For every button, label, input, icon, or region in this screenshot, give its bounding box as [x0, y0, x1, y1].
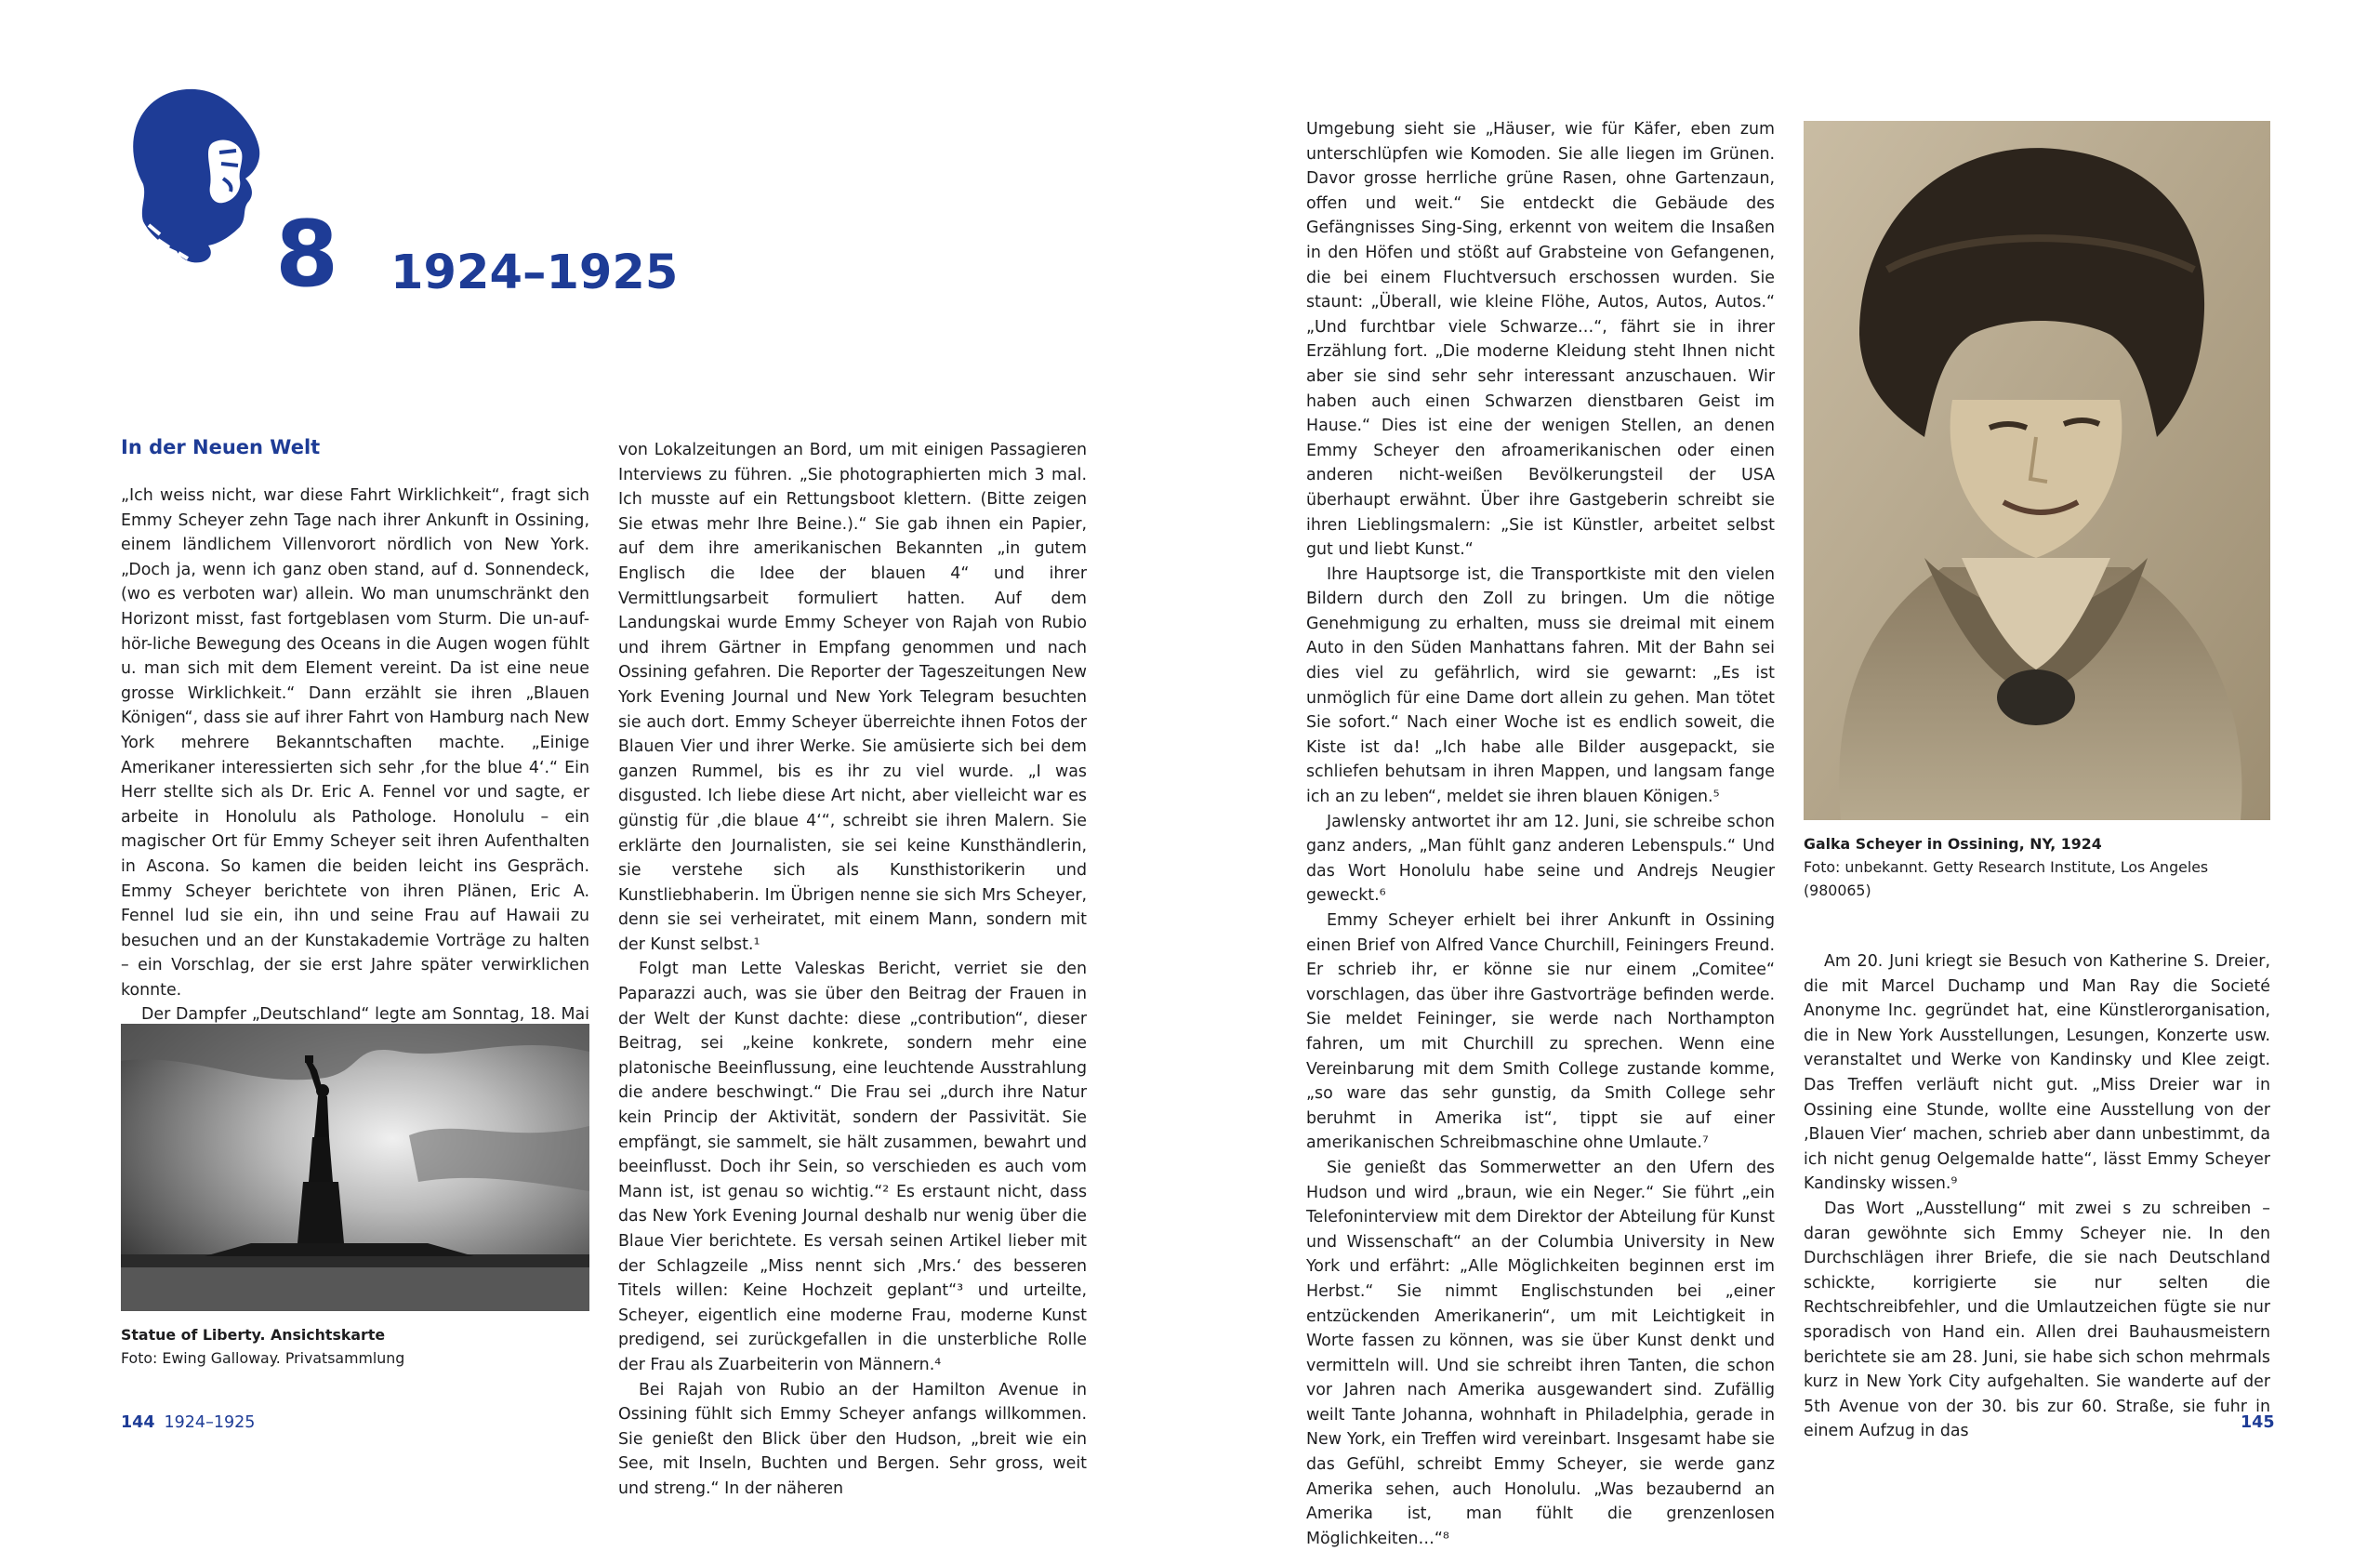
right-page	[1190, 0, 2380, 1548]
chapter-years: 1924–1925	[390, 245, 679, 300]
caption-credit: Foto: Ewing Galloway. Privatsammlung	[121, 1349, 405, 1367]
chapter-number: 8	[275, 202, 339, 308]
paragraph: Sie genießt das Sommerwetter an den Ufern des Hudson und wird „braun, wie ein Neger.“ Sie führt „ein Telefoninterview mit dem Direktor der Abteilung für Kunst und Wissenschaft“ an der Columbia University in New York und erfährt: „Alle Möglichkeiten beginnen erst im Herbst.“ Sie nimmt Englischstunden bei „einer entzückenden Amerikanerin“, um mit Leichtigkeit in Worte fassen zu können, was sie über Kunst denkt und vermitteln will. Und sie schreibt ihren Tanten, die schon vor Jahren nach Amerika ausgewandert sind. Zufällig weilt Tante Johanna, wohnhaft in Philadelphia, gerade in New York, ein Treffen wird vereinbart. Insgesamt habe sie das Gefühl, schreibt Emmy Scheyer, sie werde ganz Amerika sehen, auch Honolulu. „Was bezaubernd an Amerika ist, man fühlt die grenzenlosen Möglichkeiten…“⁸	[1306, 1158, 1775, 1548]
caption-title: Statue of Liberty. Ansichtskarte	[121, 1326, 386, 1344]
page-number: 144	[121, 1413, 155, 1432]
profile-head-logo	[123, 86, 267, 267]
paragraph: Der Dampfer „Deutschland“ legte am Sonntag, 18. Mai	[141, 1005, 589, 1025]
paragraph: Ihre Hauptsorge ist, die Transportkiste mit den vielen Bildern durch den Zoll zu bringen. Um die nötige Genehmigung zu erhalten, muss sie dreimal mit einem Auto in den Süden Manhattans fahren. Mit der Bahn sei dies viel zu gefährlich, wird sie gewarnt: „Es ist unmöglich für eine Dame dort allein zu gehen. Man tötet Sie sofort.“ Nach einer Woche ist es endlich soweit, die Kiste ist da! „Ich habe alle Bilder ausgepackt, sie schliefen behutsam in ihren Mappen, und langsam fange ich an zu leben“, meldet sie ihren blauen Königen.⁵	[1306, 564, 1775, 807]
right-column-1	[1306, 117, 1775, 1548]
paragraph: Emmy Scheyer erhielt bei ihrer Ankunft in Ossining einen Brief von Alfred Vance Churchill, Feiningers Freund. Er schrieb ihr, er könne sie nur einem „Comitee“ vorschlagen, das über ihre Gastvorträge befinden werde. Sie meldet Feininger, sie werde nach Northampton fahren, um mit Churchill zu sprechen. Wenn eine Vereinbarung mit dem Smith College zustande komme, „so ware das sehr gunstig, da Smith College sehr beruhmt in Amerika ist“, tippt sie auf einer amerikanischen Schreibmaschine ohne Umlaute.⁷	[1306, 911, 1775, 1153]
caption-credit: Foto: unbekannt. Getty Research Institute, Los Angeles (980065)	[1804, 858, 2209, 899]
page-folio-right	[2241, 1415, 2275, 1432]
statue-of-liberty-photo	[121, 1024, 589, 1311]
paragraph: Am 20. Juni kriegt sie Besuch von Katherine S. Dreier, die mit Marcel Duchamp und Man Ray die Societé Anonyme Inc. gegründet hat, eine Künstlerorganisation, die in New York Ausstellungen, Lesungen, Konzerte usw. veranstaltet und Werke von Kandinsky und Klee zeigt. Das Treffen verläuft nicht gut. „Miss Dreier war in Ossining eine Stunde, wollte eine Ausstellung von der ‚Blauen Vier‘ machen, schrieb aber dann unbestimmt, da ich nicht genug Oelgemalde hatte“, lässt Emmy Scheyer Kandinsky wissen.⁹	[1804, 952, 2270, 1194]
caption-statue-of-liberty	[121, 1323, 589, 1370]
paragraph: Bei Rajah von Rubio an der Hamilton Avenue in Ossining fühlt sich Emmy Scheyer anfangs willkommen. Sie genießt den Blick über den Hudson, „breit wie ein See, mit Inseln, Buchten und Bergen. Sehr gross, weit und streng.“ In der näheren	[618, 1380, 1087, 1498]
galka-scheyer-portrait-photo	[1804, 121, 2270, 820]
paragraph: Folgt man Lette Valeskas Bericht, verriet sie den Paparazzi auch, was sie über den Beitrag der Frauen in der Welt der Kunst dachte: diese „contribution“, dieser Beitrag, sei „keine konkrete, sondern mehr eine platonische Beeinflussung, eine leuchtende Ausstrahlung die andere beschwingt.“ Die Frau sei „durch ihre Natur kein Princip der Aktivität, sondern der Passivität. Sie empfängt, sie sammelt, sie hält zusammen, bewahrt und beeinflusst. Doch ihr Sein, so verschieden es auch vom Mann ist, ist genau so wichtig.“² Es erstaunt nicht, dass das New York Evening Journal deshalb nur wenig über die Blaue Vier berichtete. Es versah seinen Artikel lieber mit der Schlagzeile „Miss nennt sich ‚Mrs.‘ des besseren Titels willen: Keine Hochzeit geplant“³ und urteilte, Scheyer, eigentlich eine moderne Frau, moderne Kunst predigend, sei zurückgefallen in die unsterbliche Rolle der Frau als Zuarbeiterin von Männern.⁴	[618, 960, 1087, 1374]
running-head: 1924–1925	[164, 1413, 256, 1432]
page-number: 145	[2241, 1413, 2275, 1432]
paragraph: Umgebung sieht sie „Häuser, wie für Käfer, eben zum unterschlüpfen wie Komoden. Sie alle liegen im Grünen. Davor grosse herrliche grüne Rasen, ohne Gartenzaun, offen und weit.“ Sie entdeckt die Gebäude des Gefängnisses Sing-Sing, erkennt von weitem die Insaßen in den Höfen und stößt auf Grabsteine von Gefangenen, die bei einem Fluchtversuch erschossen wurden. Sie staunt: „Überall, wie kleine Flöhe, Autos, Autos, Autos.“ „Und furchtbar viele Schwarze…“, fährt sie in ihrer Erzählung fort. „Die moderne Kleidung steht Ihnen nicht aber sie sind sehr sehr interessant anzuschauen. Wir haben auch einen Schwarzen dienstbaren Geist im Hause.“ Dies ist eine der wenigen Stellen, an denen Emmy Scheyer den afroamerikanischen oder einen anderen nicht-weißen Bevölkerungsteil der USA überhaupt erwähnt. Über ihre Gastgeberin schreibt sie ihren Lieblingsmalern: „Sie ist Künstler, arbeitet selbst gut und liebt Kunst.“	[1306, 120, 1775, 560]
left-column-1	[121, 484, 589, 1025]
paragraph: Jawlensky antwortet ihr am 12. Juni, sie schreibe schon ganz anders, „Man fühlt ganz anderen Lebenspuls.“ Und das Wort Honolulu habe seine und Andrejs Neugier geweckt.⁶	[1306, 812, 1775, 906]
page-folio-left	[121, 1415, 255, 1432]
section-heading: In der Neuen Welt	[121, 436, 321, 458]
paragraph: von Lokalzeitungen an Bord, um mit einigen Passagieren Interviews zu führen. „Sie photographierten mich 3 mal. Ich musste auf ein Rettungsboot klettern. (Bitte zeigen Sie etwas mehr Ihre Beine.).“ Sie gab ihnen ein Papier, auf dem ihre amerikanischen Bekannten „in gutem Englisch die Idee der blauen 4“ und ihrer Vermittlungsarbeit formuliert hatten. Auf dem Landungskai wurde Emmy Scheyer von Rajah von Rubio und ihrem Gärtner in Empfang genommen und nach Ossining gefahren. Die Reporter der Tageszeitungen New York Evening Journal und New York Telegram besuchten sie auch dort. Emmy Scheyer überreichte ihnen Fotos der Blauen Vier und ihrer Werke. Sie amüsierte sich bei dem ganzen Rummel, bis es ihr zu viel wurde. „I was disgusted. Ich liebe diese Art nicht, aber vielleicht war es günstig für ‚die blaue 4‘“, schreibt sie ihren Malern. Sie erklärte den Journalisten, sie sei keine Kunsthändlerin, sie verstehe sich als Kunsthistorikerin und Kunstliebhaberin. Im Übrigen nenne sie sich Mrs Scheyer, denn sie sei verheiratet, mit einem Mann, sondern mit der Kunst selbst.¹	[618, 441, 1087, 954]
caption-title: Galka Scheyer in Ossining, NY, 1924	[1804, 835, 2102, 853]
left-page	[0, 0, 1190, 1498]
left-column-2	[618, 438, 1087, 1498]
caption-galka-scheyer	[1804, 832, 2270, 902]
paragraph: Das Wort „Ausstellung“ mit zwei s zu schreiben – daran gewöhnte sich Emmy Scheyer nie. In den Durchschlägen ihrer Briefe, die sie nach Deutschland schickte, korrigierte sie nur selten die Rechtschreibfehler, und die Umlautzeichen fügte sie nur sporadisch von Hand ein. Allen drei Bauhausmeistern berichtete sie am 28. Juni, sie habe sich schon mehrmals kurz in New York City aufgehalten. Sie wanderte auf der 5th Avenue von der 30. bis zur 60. Straße, sie fuhr in einem Aufzug in das	[1804, 1199, 2270, 1441]
paragraph: „Ich weiss nicht, war diese Fahrt Wirklichkeit“, fragt sich Emmy Scheyer zehn Tage nach ihrer Ankunft in Ossining, einem ländlichem Villenvorort nördlich von New York. „Doch ja, wenn ich ganz oben stand, auf d. Sonnendeck, (wo es verboten war) allein. Wo man unumschränkt den Horizont misst, fast fortgeblasen vom Sturm. Die un-auf-hör-liche Bewegung des Oceans in die Augen wogen fühlt u. man sich mit dem Element vereint. Da ist eine neue grosse Wirklichkeit.“ Dann erzählt sie ihren „Blauen Königen“, dass sie auf ihrer Fahrt von Hamburg nach New York mehrere Bekanntschaften machte. „Einige Amerikaner interessierten sich sehr ‚for the blue 4‘.“ Ein Herr stellte sich als Dr. Eric A. Fennel vor und sagte, er arbeite in Honolulu als Pathologe. Honolulu – ein magischer Ort für Emmy Scheyer seit ihren Aufenthalten in Ascona. So kamen die beiden leicht ins Gespräch. Emmy Scheyer berichtete von ihren Plänen, Eric A. Fennel lud sie ein, ihn und seine Frau auf Hawaii zu besuchen und an der Kunstakademie Vorträge zu halten – ein Vorschlag, der sie erst Jahre später verwirklichen konnte.	[121, 486, 589, 1000]
